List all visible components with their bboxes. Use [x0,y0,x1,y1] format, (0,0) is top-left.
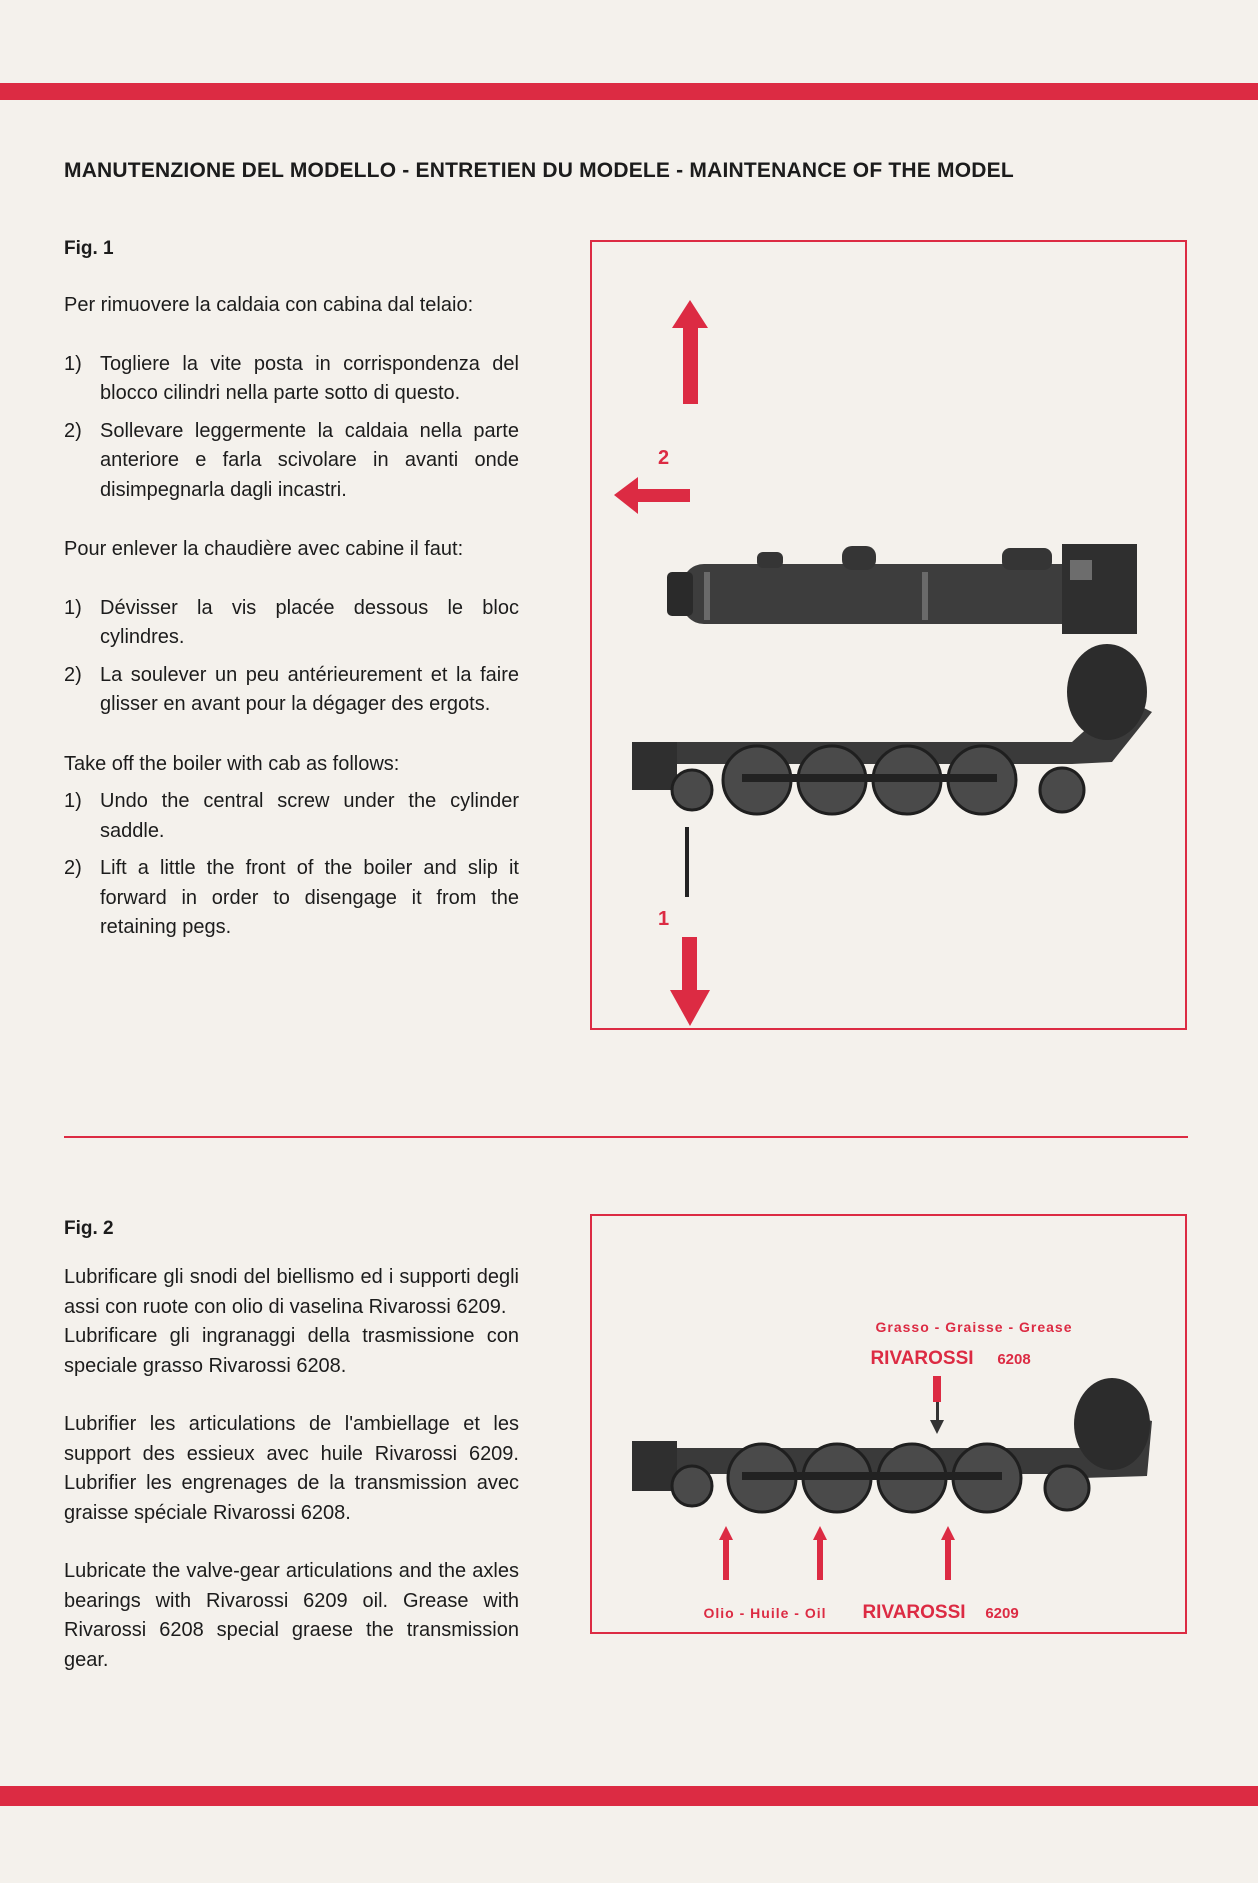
fig1-text-column [64,291,519,973]
step-text: Undo the central screw under the cylinder saddle. [100,790,519,842]
oil-code: 6209 [985,1605,1019,1622]
grease-code: 6208 [997,1351,1031,1368]
list-item [64,661,519,720]
grease-arrow-icon [930,1376,944,1434]
arrow-label-1: 1 [658,908,670,930]
fig2-italian-text-1: Lubrificare gli snodi del biellismo ed i supporti degli assi con ruote con olio di vaselina Rivarossi 6209. [64,1266,519,1318]
bottom-red-bar [0,1786,1258,1806]
fig1-illustration-frame [590,240,1187,1030]
grease-brand-logo: RIVAROSSI [870,1348,974,1369]
step-text: Dévisser la vis placée dessous le bloc cylindres. [100,596,519,648]
grease-label: Grasso - Graisse - Grease [875,1319,1073,1335]
fig2-illustration [592,1216,1185,1632]
page-title: MANUTENZIONE DEL MODELLO - ENTRETIEN DU MODELE - MAINTENANCE OF THE MODEL [64,159,1014,182]
screw-pointer [685,827,689,897]
step-number: 1) [64,352,82,375]
chassis-with-wheels [632,1378,1152,1512]
fig2-english-text: Lubricate the valve-gear articulations and the axles bearings with Rivarossi 6209 oil. Grease with Rivarossi 6208 special graese the transmission gear. [64,1560,519,1671]
step-number: 1) [64,790,82,812]
list-item [64,594,519,653]
list-item [64,350,519,409]
arrow-label-2: 2 [658,447,670,469]
step-text: Togliere la vite posta in corrispondenza del blocco cilindri nella parte sotto di questo. [100,352,519,404]
step-text: Sollevare leggermente la caldaia nella parte anteriore e farla scivolare in avanti onde disimpegnarla dagli incastri. [100,419,519,501]
screw-arrow-icon [670,937,710,1026]
fig2-illustration-frame [590,1214,1187,1634]
oil-label: Olio - Huile - Oil [703,1605,827,1621]
fig1-italian-intro: Per rimuovere la caldaia con cabina dal telaio: [64,294,474,316]
fig2-label: Fig. 2 [64,1218,114,1239]
chassis-with-wheels [632,644,1152,814]
fig1-french-steps [64,594,519,720]
oil-brand-logo: RIVAROSSI [862,1602,966,1623]
lift-arrow-icon [672,300,708,404]
fig1-french-intro: Pour enlever la chaudière avec cabine il faut: [64,538,464,560]
top-red-bar [0,83,1258,100]
fig2-text-column [64,1263,519,1704]
fig1-italian-steps [64,350,519,506]
oil-arrow-icon [719,1526,955,1580]
fig2-italian-text-2: Lubrificare gli ingranaggi della trasmissione con speciale grasso Rivarossi 6208. [64,1325,519,1377]
fig1-english-intro: Take off the boiler with cab as follows: [64,752,400,775]
boiler-with-cab [667,544,1137,634]
step-number: 2) [64,857,82,879]
section-divider [64,1136,1188,1138]
fig1-illustration [592,242,1185,1028]
fig2-french-text: Lubrifier les articulations de l'ambiellage et les support des essieux avec huile Rivarossi 6209. Lubrifier les engrenages de la transmission avec graisse spéciale Rivarossi 6208. [64,1413,519,1524]
fig1-english-steps [64,787,519,943]
step-number: 1) [64,596,82,619]
step-number: 2) [64,663,82,686]
fig1-label: Fig. 1 [64,238,114,259]
step-text: La soulever un peu antérieurement et la faire glisser en avant pour la dégager des ergots. [100,663,519,715]
list-item [64,787,519,846]
step-text: Lift a little the front of the boiler and slip it forward in order to disengage it from the retaining pegs. [100,857,519,938]
list-item [64,417,519,506]
step-number: 2) [64,419,82,442]
forward-arrow-icon [614,477,690,514]
list-item [64,854,519,943]
